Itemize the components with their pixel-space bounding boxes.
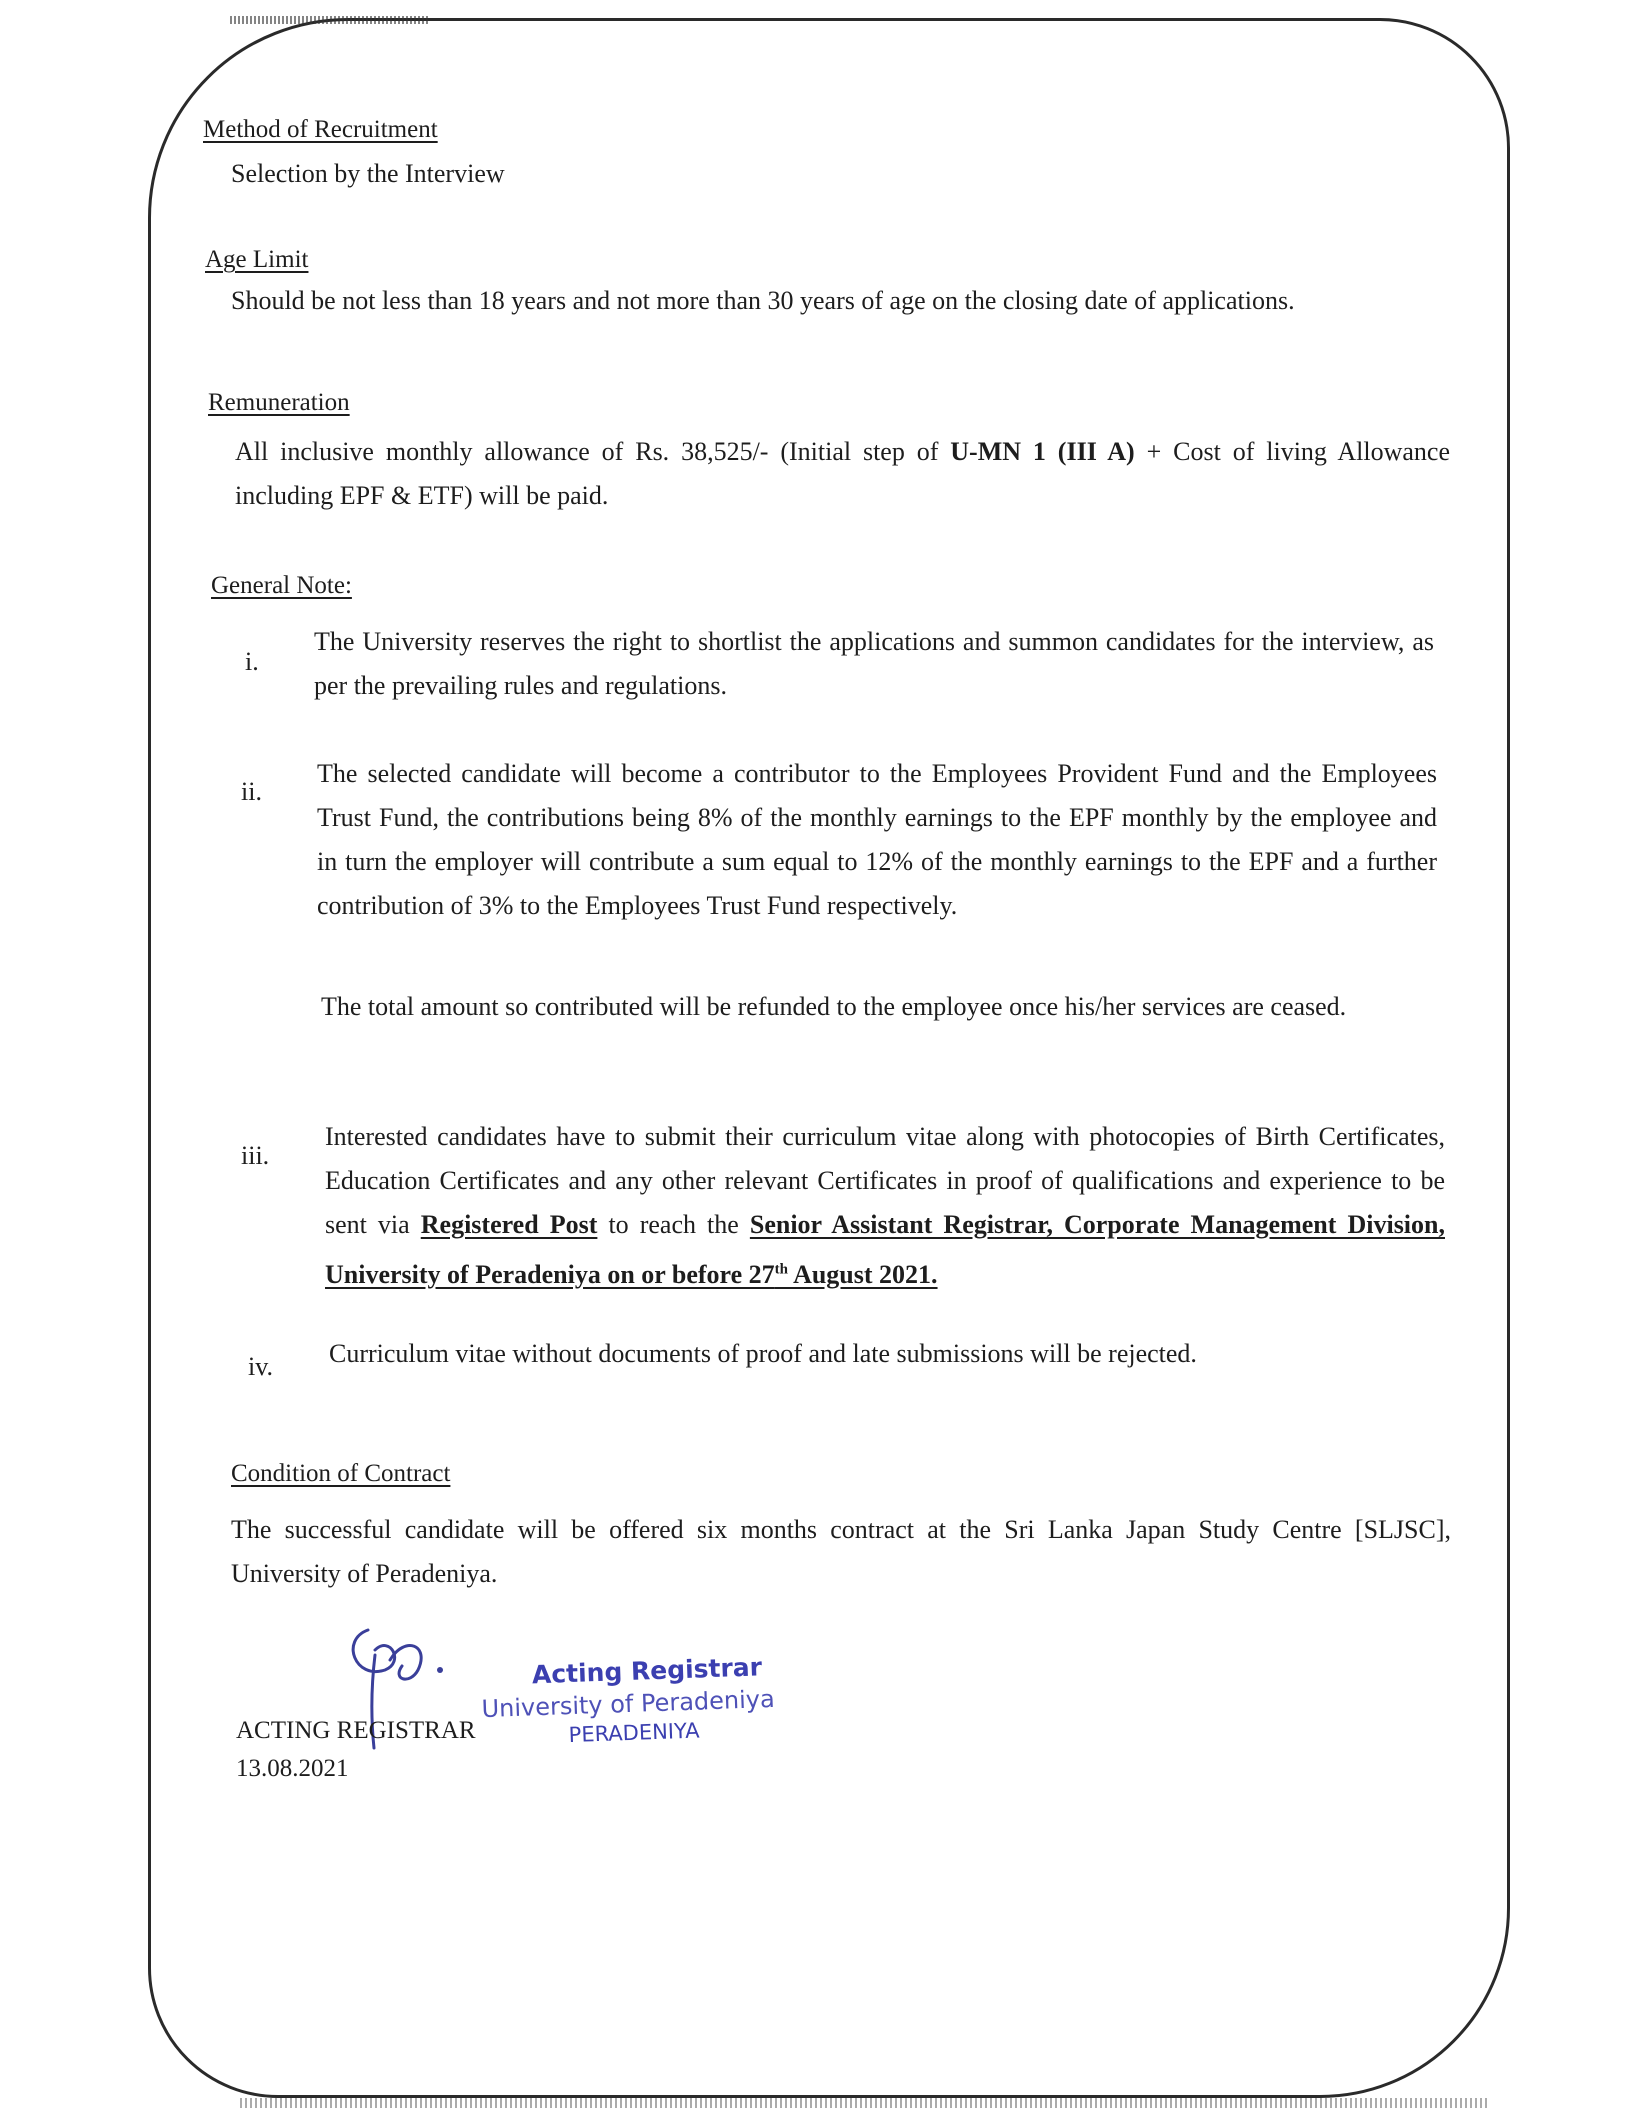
heading-method-of-recruitment: Method of Recruitment [203,116,438,143]
signature-date: 13.08.2021 [236,1755,349,1782]
registered-post: Registered Post [420,1210,598,1239]
note-text-ii-refund: The total amount so contributed will be refunded to the employee once his/her services are ceased. [321,992,1347,1021]
note-text-iii [325,1115,1445,1297]
note-number-iv: iv. [248,1352,274,1381]
stamp-line-1: Acting Registrar [531,1652,763,1690]
note-text-ii: The selected candidate will become a contributor to the Employees Provident Fund and the Employees Trust Fund, the contributions being 8% of the monthly earnings to the EPF monthly by the employee and in turn the employer will contribute a sum equal to 12% of the monthly earnings to the EPF and a further contribution of 3% to the Employees Trust Fund respectively. [317,759,1437,920]
scan-artifact-bottom [240,2098,1490,2108]
age-text: Should be not less than 18 years and not more than 30 years of age on the closing date of applications. [231,286,1295,315]
heading-age-limit: Age Limit [205,246,309,273]
signature-block [236,1712,476,1788]
stamp-line-2: University of Peradeniya [481,1684,776,1724]
stamp-line-3: PERADENIYA [568,1718,700,1748]
note-number-iii: iii. [241,1141,270,1170]
note-number-ii: ii. [241,777,262,806]
heading-condition-of-contract: Condition of Contract [231,1460,451,1487]
heading-remuneration: Remuneration [208,389,350,416]
date-superscript: th [774,1261,788,1277]
note-iii-text-a: Interested candidates have to submit their curriculum vitae along with photocopies of Birth Certificates, Education Certificates and any other relevant Certificates in proof of qualifications and experience to be sent via [325,1122,1445,1239]
signatory-title: ACTING REGISTRAR [236,1717,476,1744]
scan-artifact-top [230,16,430,24]
heading-general-note: General Note: [211,572,352,599]
remuneration-grade: U-MN 1 (III A) [950,437,1135,466]
note-number-i: i. [245,647,259,676]
remuneration-text-a: All inclusive monthly allowance of Rs. 38,525/- (Initial step of [235,437,951,466]
note-text-iv: Curriculum vitae without documents of proof and late submissions will be rejected. [329,1339,1197,1368]
remuneration-text-b: + Cost of living Allowance including EPF & ETF) will be paid. [235,437,1450,510]
official-stamp [466,1649,789,1752]
submission-date: August 2021. [788,1259,938,1289]
submission-address-text: Senior Assistant Registrar, Corporate Management Division, University of Peradeniya on or before 27 [325,1210,1445,1289]
remuneration-text [235,430,1450,518]
contract-text: The successful candidate will be offered six months contract at the Sri Lanka Japan Study Centre [SLJSC], University of Peradeniya. [231,1515,1451,1588]
note-text-i: The University reserves the right to shortlist the applications and summon candidates for the interview, as per the prevailing rules and regulations. [314,627,1434,700]
note-iii-text-b: to reach the [597,1210,750,1239]
method-text: Selection by the Interview [231,159,505,188]
